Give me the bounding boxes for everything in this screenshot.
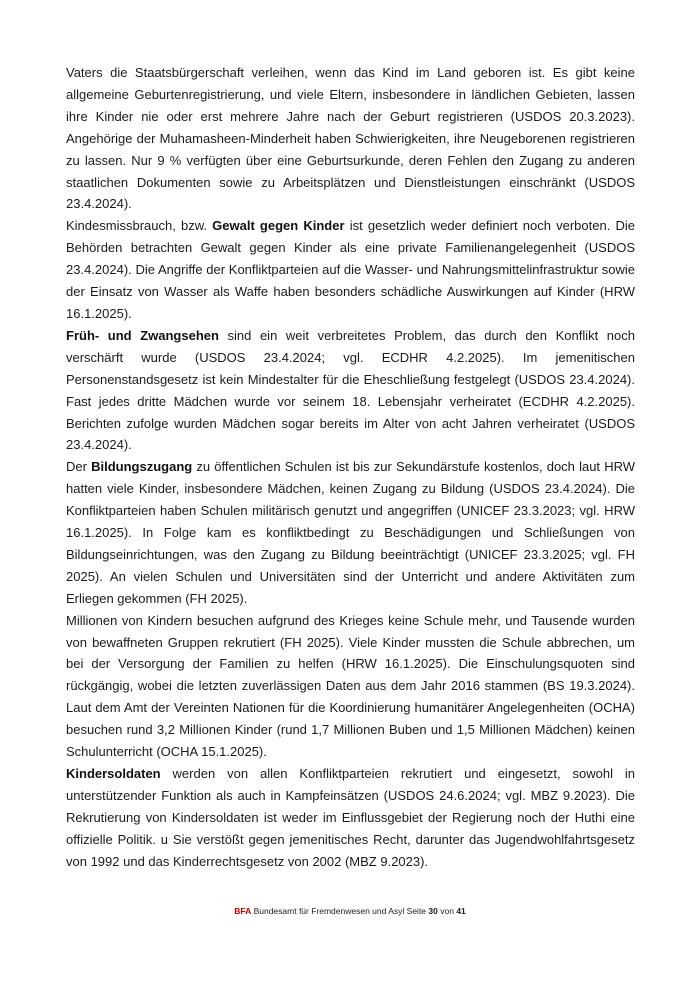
text-run: Vaters die Staatsbürgerschaft verleihen, wenn das Kind im Land geboren ist. Es gibt keine allgemeine Geburtenregistrierung, und viele Eltern, insbesondere in ländlichen Gebieten, lassen ihre Kinder nie oder erst mehrere Jahre nach der Geburt registrieren (USDOS 20.3.2023). Angehörige der Muhamasheen-Minderheit haben Schwierigkeiten, ihre Neugeborenen registrieren zu lassen. Nur 9 % verfügten über eine Geburtsurkunde, deren Fehlen den Zugang zu anderen staatlichen Dokumenten sowie zu Arbeitsplätzen und Dienstleistungen einschränkt (USDOS 23.4.2024). — [66, 65, 635, 212]
text-run: werden von allen Konfliktparteien rekrutiert und eingesetzt, sowohl in unterstützender Funktion als auch in Kampfeinsätzen (USDOS 24.6.2024; vgl. MBZ 9.2023). Die Rekrutierung von Kindersoldaten ist weder im Einflussgebiet der Regierung noch der Huthi eine offizielle Politik. u Sie verstößt gegen jemenitisches Recht, darunter das Jugendwohlfahrtsgesetz von 1992 und das Kinderrechtsgesetz von 2002 (MBZ 9.2023). — [66, 766, 635, 869]
bold-text-run: Gewalt gegen Kinder — [212, 218, 345, 234]
bold-text-run: Früh- und Zwangsehen — [66, 327, 219, 343]
text-run: Millionen von Kindern besuchen aufgrund des Krieges keine Schule mehr, und Tausende wurden von bewaffneten Gruppen rekrutiert (FH 2025). Viele Kinder mussten die Schule abbrechen, um bei der Versorgung der Familien zu helfen (HRW 16.1.2025). Die Einschulungsquoten sind rückgängig, wobei die letzten zuverlässigen Daten aus dem Jahr 2016 stammen (BS 19.3.2024). Laut dem Amt der Vereinten Nationen für die Koordinierung humanitärer Angelegenheiten (OCHA) besuchen rund 3,2 Millionen Kinder (rund 1,7 Millionen Buben und 1,5 Millionen Mädchen) keinen Schulunterricht (OCHA 15.1.2025). — [66, 612, 635, 760]
footer-total-pages: 41 — [456, 906, 466, 916]
paragraph — [66, 325, 635, 456]
footer-org-text: Bundesamt für Fremdenwesen und Asyl Seite — [251, 906, 429, 916]
page-footer — [0, 906, 700, 917]
footer-of-label: von — [437, 906, 457, 916]
text-run: zu öffentlichen Schulen ist bis zur Sekundärstufe kostenlos, doch laut HRW hatten viele Kinder, insbesondere Mädchen, keinen Zugang zu Bildung (USDOS 23.4.2024). Die Konfliktparteien haben Schulen militärisch genutzt und angegriffen (UNICEF 23.3.2023; vgl. HRW 16.1.2025). In Folge kam es konfliktbedingt zu Beschädigungen und Schließungen von Bildungseinrichtungen, was den Zugang zu Bildung beeinträchtigt (UNICEF 23.3.2025; vgl. FH 2025). An vielen Schulen und Universitäten sind der Unterricht und andere Aktivitäten zum Erliegen gekommen (FH 2025). — [66, 459, 636, 606]
text-run: ist gesetzlich weder definiert noch verboten. Die Behörden betrachten Gewalt gegen Kinder als eine private Familienangelegenheit (USDOS 23.4.2024). Die Angriffe der Konfliktparteien auf die Wasser- und Nahrungsmittelinfrastruktur sowie der Einsatz von Wasser als Waffe haben besonders schädliche Auswirkungen auf Kinder (HRW 16.1.2025). — [66, 218, 635, 321]
paragraph — [66, 62, 635, 215]
paragraph — [66, 456, 635, 609]
document-body — [66, 62, 635, 873]
text-run: Der — [66, 459, 92, 475]
paragraph — [66, 763, 635, 873]
paragraph — [66, 215, 635, 325]
bold-text-run: Bildungszugang — [91, 459, 193, 475]
footer-page-number: 30 — [428, 906, 438, 916]
text-run: sind ein weit verbreitetes Problem, das durch den Konflikt noch verschärft wurde (USDOS 23.4.2024; vgl. ECDHR 4.2.2025). Im jemenitischen Personenstandsgesetz ist kein Mindestalter für die Eheschließung festgelegt (USDOS 23.4.2024). Fast jedes dritte Mädchen wurde vor seinem 18. Lebensjahr verheiratet (ECDHR 4.2.2025). Berichten zufolge wurden Mädchen sogar bereits im Alter von acht Jahren verheiratet (USDOS 23.4.2024). — [66, 327, 635, 453]
text-run: Kindesmissbrauch, bzw. — [66, 218, 213, 234]
paragraph — [66, 610, 635, 763]
bfa-logo: BFA — [234, 906, 252, 916]
bold-text-run: Kindersoldaten — [66, 766, 161, 781]
